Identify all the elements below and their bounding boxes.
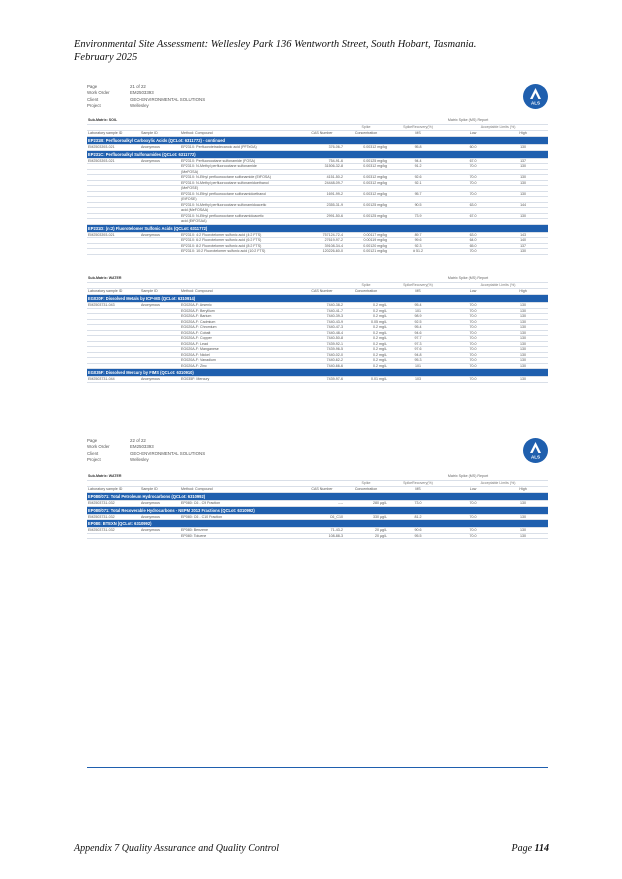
page-number: 114 [534,843,549,854]
cell-conc: 0.01 mg/L [344,377,388,383]
cell-conc: 0.00312 mg/kg [344,175,388,181]
cell-conc: 20 µg/L [344,533,388,539]
cell-ms: 95.7 [388,191,448,197]
column-header-ms: MS [388,487,448,493]
cell-cas: 2991-50-6 [300,213,344,219]
report-title: Environmental Site Assessment: Wellesley Park 136 Wentworth Street, South Hobart, Tasmania. [74,39,477,50]
limits-header: Acceptable Limits (%) [448,125,548,131]
cell-high: 137 [498,243,548,249]
cell-lab: EM2503393-021 [87,158,140,164]
cell-conc: 0.2 mg/L [344,341,388,347]
cell-ms: 92.3 [388,243,448,249]
cell-cas: 4151-50-2 [300,175,344,181]
cell-cas: 108-88-3 [300,533,344,539]
cell-ms: 94.6 [388,330,448,336]
cell-low: 70.0 [448,191,498,197]
cell-cas: C6_C10 [300,514,344,520]
cell-method: EG020A-F: Manganese [180,347,300,353]
cell-conc: 0.00120 mg/kg [344,243,388,249]
table-row [87,533,548,539]
meta-label: Project [87,102,101,108]
method-group-title: EP231C: Perfluoroalkyl Sulfonamides (QCLot: 6311772) [87,150,548,158]
column-header-method: Method: Compound [180,289,300,295]
column-header-lab-sample: Laboratory sample ID [87,289,140,295]
qc-matrix-spike-table [87,118,548,255]
cell-method: EG020A-F: Lead [180,341,300,347]
cell-high: 130 [498,325,548,331]
cell-cas: 1691-99-2 [300,191,344,197]
cell-lab: EM2503731-044 [87,377,140,383]
cell-high: 130 [498,164,548,170]
cell-method: EP231X: N-Ethyl perfluorooctane sulfonamide (EtFOSA) [180,175,300,181]
cell-conc: 0.00121 mg/kg [344,249,388,255]
cell-lab: EM2503731-032 [87,514,140,520]
cell-method: EP231X: 8:2 Fluorotelomer sulfonic acid (8:2 FTS) [180,243,300,249]
cell-method: EP080: Benzene [180,528,300,534]
cell-conc: 0.00312 mg/kg [344,180,388,186]
cell-method: EG020A-F: Cobalt [180,330,300,336]
cell-conc: 0.00125 mg/kg [344,213,388,219]
als-logo [523,438,548,463]
cell-method: EP231X: N-Methyl perfluorooctane sulfonamidoacetic [180,202,300,208]
spike-header: Spike [344,125,388,131]
cell-low: 70.0 [448,319,498,325]
cell-lab: EM2503393-021 [87,145,140,151]
spike-report-heading: Matrix Spike (MS) Report [388,118,548,125]
cell-low: 70.0 [448,352,498,358]
cell-low: 70.0 [448,175,498,181]
cell-conc: 0.2 mg/L [344,314,388,320]
cell-ms: 101 [388,308,448,314]
spike-report-heading: Matrix Spike (MS) Report [388,276,548,283]
cell-cas: 24448-09-7 [300,180,344,186]
cell-method: EP080: C6 - C9 Fraction [180,501,300,507]
meta-label: Page [87,84,98,89]
report-meta [87,438,205,463]
column-header-method: Method: Compound [180,131,300,137]
cell-low: 70.0 [448,164,498,170]
cell-conc: 0.00125 mg/kg [344,202,388,208]
cell-method: EP231X: N-Ethyl perfluorooctane sulfonamidoethanol [180,191,300,197]
cell-high: 130 [498,249,548,255]
cell-ms: # 51.2 [388,249,448,255]
method-group-title: EG020F: Dissolved Metals by ICP-MS (QCLot: 6310914) [87,295,548,303]
cell-high: 130 [498,352,548,358]
column-header-sample-id: Sample ID [140,131,180,137]
method-group-header [87,506,548,514]
cell-ms: 73.9 [388,213,448,219]
cell-ms: 73.0 [388,501,448,507]
cell-ms: 94.8 [388,352,448,358]
cell-ms: 99.6 [388,238,448,244]
cell-sid [140,249,180,255]
meta-value: 22 of 22 [130,438,146,443]
limits-header: Acceptable Limits (%) [448,283,548,289]
cell-cas: 7440-43-9 [300,319,344,325]
meta-value: GEO-ENVIRONMENTAL SOLUTIONS [130,450,206,456]
cell-method: (MeFOSE) [180,186,300,192]
cell-low: 70.0 [448,249,498,255]
meta-value: Wellesley [130,102,149,108]
cell-low: 70.0 [448,533,498,539]
cell-conc: 0.00312 mg/kg [344,191,388,197]
cell-method: EG020A-F: Copper [180,336,300,342]
cell-sid: Anonymous [140,232,180,238]
cell-conc: 0.00125 mg/kg [344,158,388,164]
cell-high: 130 [498,180,548,186]
cell-high: 143 [498,232,548,238]
meta-label: Project [87,456,101,462]
cell-low: 70.0 [448,330,498,336]
cell-method: EP231X: Perfluorotetradecanoic acid (PFTeDA) [180,145,300,151]
cell-ms: 101 [388,363,448,369]
meta-value: GEO-ENVIRONMENTAL SOLUTIONS [130,96,206,102]
cell-method: EG020A-F: Barium [180,314,300,320]
column-header-ms: MS [388,289,448,295]
spike-report-heading: Matrix Spike (MS) Report [388,474,548,481]
cell-sid: Anonymous [140,303,180,309]
meta-label: Client [87,96,99,102]
method-group-header [87,295,548,303]
column-header-sample-id: Sample ID [140,487,180,493]
qc-matrix-spike-table [87,474,548,539]
cell-high: 130 [498,303,548,309]
meta-row [87,103,205,109]
footer-appendix: Appendix 7 Quality Assurance and Quality Control [74,843,279,854]
column-header-low: Low [448,487,498,493]
cell-low: 67.0 [448,213,498,219]
meta-value: EM2503393 [130,444,154,450]
cell-method: EP231X: N-Methyl perfluorooctane sulfonamide [180,164,300,170]
cell-sid: Anonymous [140,528,180,534]
cell-method: (MeFOSA) [180,169,300,175]
cell-ms: 92.5 [388,319,448,325]
cell-ms: 89.7 [388,232,448,238]
cell-high: 130 [498,191,548,197]
cell-high: 130 [498,501,548,507]
cell-high: 130 [498,377,548,383]
cell-cas: 7440-39-3 [300,314,344,320]
cell-low: 70.0 [448,180,498,186]
column-header-high: High [498,289,548,295]
logo-text: ALS [531,454,540,460]
cell-conc: 20 µg/L [344,528,388,534]
method-group-header [87,137,548,145]
cell-low: 65.0 [448,243,498,249]
cell-cas: 7440-48-4 [300,330,344,336]
cell-high: 130 [498,528,548,534]
cell-ms: 97.7 [388,336,448,342]
cell-high: 130 [498,363,548,369]
cell-method: EP231X: 6:2 Fluorotelomer sulfonic acid (6:2 FTS) [180,238,300,244]
cell-lab [87,249,140,255]
cell-high: 130 [498,336,548,342]
method-group-title: EP080/071: Total Petroleum Hydrocarbons (QCLot: 6310992) [87,493,548,501]
cell-ms: 95.4 [388,325,448,331]
meta-label: Client [87,450,99,456]
cell-cas: 7440-38-2 [300,303,344,309]
cell-cas: 7439-97-6 [300,377,344,383]
cell-low: 70.0 [448,303,498,309]
cell-ms: 94.4 [388,158,448,164]
cell-conc: 0.2 mg/L [344,363,388,369]
method-group-title: EP231B: Perfluoroalkyl Carboxylic Acids (QCLot: 6311772) - continued [87,137,548,145]
column-header-cas: CAS Number [300,487,344,493]
cell-high: 144 [498,202,548,208]
cell-method: EP231X: N-Ethyl perfluorooctane sulfonamidoacetic [180,213,300,219]
cell-method: acid (MeFOSAA) [180,208,300,214]
cell-cas: 376-06-7 [300,145,344,151]
column-header-lab-sample: Laboratory sample ID [87,487,140,493]
footer-rule [87,767,548,768]
cell-method: EP080: C6 - C10 Fraction [180,514,300,520]
cell-high: 137 [498,158,548,164]
cell-method: EG020A-F: Chromium [180,325,300,331]
cell-ms: 92.1 [388,180,448,186]
cell-sid: Anonymous [140,377,180,383]
column-header-spike-conc2: Concentration [344,487,388,493]
lab-report-page-1 [87,84,548,434]
cell-low: 70.0 [448,308,498,314]
column-header-ms: MS [388,131,448,137]
cell-cas: 7440-50-8 [300,336,344,342]
cell-cas: 7440-62-2 [300,358,344,364]
column-header-spike-conc2: Concentration [344,289,388,295]
cell-low: 64.0 [448,238,498,244]
cell-sid: Anonymous [140,514,180,520]
cell-ms: 95.8 [388,145,448,151]
cell-method: (EtFOSE) [180,197,300,203]
cell-method: EG020A-F: Zinc [180,363,300,369]
cell-low: 70.0 [448,325,498,331]
cell-high: 130 [498,145,548,151]
cell-low: 70.0 [448,363,498,369]
cell-method: EG035F: Mercury [180,377,300,383]
column-header-high: High [498,487,548,493]
cell-ms: 95.5 [388,533,448,539]
meta-label: Page [87,438,98,443]
column-header-cas: CAS Number [300,289,344,295]
cell-lab: EM2503731-032 [87,501,140,507]
column-header-method: Method: Compound [180,487,300,493]
cell-conc: 0.00119 mg/kg [344,238,388,244]
footer-page [512,843,550,854]
cell-high: 140 [498,238,548,244]
column-header-lab-sample: Laboratory sample ID [87,131,140,137]
cell-method: EP231X: N-Methyl perfluorooctane sulfonamidoethanol [180,180,300,186]
recovery-header: SpikeRecovery(%) [388,125,448,131]
cell-high: 130 [498,514,548,520]
cell-conc: 0.05 mg/L [344,319,388,325]
method-group-title: EG035F: Dissolved Mercury by FIMS (QCLot: 6310910) [87,369,548,377]
cell-method: EP080: Toluene [180,533,300,539]
als-logo [523,84,548,109]
cell-cas: 31506-32-8 [300,164,344,170]
cell-lab: EM2503731-043 [87,303,140,309]
cell-ms: 81.2 [388,514,448,520]
cell-high: 130 [498,347,548,353]
cell-method: EP231X: 4:2 Fluorotelomer sulfonic acid (4:2 FTS) [180,232,300,238]
meta-value: EM2503393 [130,90,154,96]
cell-cas: 754-91-6 [300,158,344,164]
submatrix-label: Sub-Matrix: WATER [87,474,388,481]
cell-high: 130 [498,341,548,347]
cell-method: acid (EtFOSAA) [180,219,300,225]
cell-cas: 7440-66-6 [300,363,344,369]
cell-cas: 7440-47-3 [300,325,344,331]
cell-low: 70.0 [448,528,498,534]
column-header-sample-id: Sample ID [140,289,180,295]
meta-row [87,457,205,463]
cell-cas: 71-43-2 [300,528,344,534]
logo-text: ALS [531,100,540,106]
method-group-header [87,520,548,528]
cell-low: 67.0 [448,158,498,164]
cell-cas: 757124-72-4 [300,232,344,238]
cell-high: 130 [498,358,548,364]
submatrix-label: Sub-Matrix: WATER [87,276,388,283]
cell-ms: 103 [388,377,448,383]
cell-low: 70.0 [448,501,498,507]
cell-method: EP231X: Perfluorooctane sulfonamide (FOSA) [180,158,300,164]
recovery-header: SpikeRecovery(%) [388,481,448,487]
cell-method: EG020A-F: Nickel [180,352,300,358]
cell-ms: 95.4 [388,303,448,309]
cell-low: 70.0 [448,347,498,353]
report-date: February 2025 [74,52,138,63]
page-label: Page [511,843,533,854]
method-group-title: EP080: BTEXN (QCLot: 6310992) [87,520,548,528]
cell-low: 70.0 [448,377,498,383]
cell-cas: 39108-34-4 [300,243,344,249]
cell-low: 70.0 [448,314,498,320]
cell-high: 130 [498,314,548,320]
cell-low: 70.0 [448,514,498,520]
cell-method: EG020A-F: Cadmium [180,319,300,325]
cell-lab [87,533,140,539]
cell-lab: EM2503731-032 [87,528,140,534]
spike-header: Spike [344,283,388,289]
cell-conc: 330 µg/L [344,514,388,520]
cell-conc: 0.2 mg/L [344,308,388,314]
cell-ms: 98.9 [388,314,448,320]
submatrix-label: Sub-Matrix: SOIL [87,118,388,125]
cell-low: 63.0 [448,202,498,208]
cell-low: 63.0 [448,232,498,238]
cell-conc: 0.2 mg/L [344,336,388,342]
cell-low: 60.0 [448,145,498,151]
cell-cas: 7439-92-1 [300,341,344,347]
cell-high: 130 [498,213,548,219]
cell-ms: 97.3 [388,341,448,347]
cell-high: 130 [498,533,548,539]
cell-conc: 0.2 mg/L [344,347,388,353]
cell-low: 70.0 [448,341,498,347]
qc-matrix-spike-table [87,276,548,383]
cell-low: 70.0 [448,358,498,364]
cell-method: EG020A-F: Arsenic [180,303,300,309]
method-group-header [87,369,548,377]
table-row [87,377,548,383]
cell-method: EG020A-F: Vanadium [180,358,300,364]
method-group-header [87,150,548,158]
cell-method: EP231X: 10:2 Fluorotelomer sulfonic acid (10:2 FTS) [180,249,300,255]
cell-high: 130 [498,330,548,336]
als-logo-icon [523,84,548,109]
cell-conc: 0.00312 mg/kg [344,164,388,170]
cell-conc: 0.2 mg/L [344,352,388,358]
cell-high: 130 [498,308,548,314]
method-group-header [87,493,548,501]
cell-conc: 0.2 mg/L [344,358,388,364]
cell-ms: 90.5 [388,202,448,208]
lab-report-page-2 [87,438,548,558]
method-group-title: EP231D: (n:2) Fluorotelomer Sulfonic Acids (QCLot: 6311772) [87,224,548,232]
column-header-low: Low [448,131,498,137]
cell-sid: Anonymous [140,145,180,151]
recovery-header: SpikeRecovery(%) [388,283,448,289]
cell-conc: 0.2 mg/L [344,330,388,336]
cell-ms: 91.2 [388,164,448,170]
cell-high: 130 [498,175,548,181]
cell-ms: 97.6 [388,347,448,353]
cell-sid: Anonymous [140,158,180,164]
document-header [74,38,594,64]
cell-conc: 280 µg/L [344,501,388,507]
column-header-cas: CAS Number [300,131,344,137]
cell-conc: 0.2 mg/L [344,325,388,331]
cell-low: 70.0 [448,336,498,342]
cell-conc: 0.2 mg/L [344,303,388,309]
cell-cas: 2355-31-9 [300,202,344,208]
cell-method: EG020A-F: Beryllium [180,308,300,314]
cell-cas: 7439-96-5 [300,347,344,353]
cell-cas: 120226-60-0 [300,249,344,255]
meta-label: Work Order [87,444,110,450]
cell-ms: 92.6 [388,175,448,181]
cell-sid [140,533,180,539]
cell-lab: EM2503393-021 [87,232,140,238]
meta-value: 21 of 22 [130,84,146,89]
cell-cas: 27619-97-2 [300,238,344,244]
cell-cas: 7440-41-7 [300,308,344,314]
cell-high: 130 [498,319,548,325]
table-row [87,249,548,255]
cell-cas: 7440-02-0 [300,352,344,358]
meta-value: Wellesley [130,456,149,462]
spike-header: Spike [344,481,388,487]
column-header-spike-conc2: Concentration [344,131,388,137]
meta-label: Work Order [87,90,110,96]
limits-header: Acceptable Limits (%) [448,481,548,487]
column-header-high: High [498,131,548,137]
als-logo-icon [523,438,548,463]
cell-conc: 0.00312 mg/kg [344,145,388,151]
cell-sid: Anonymous [140,501,180,507]
cell-ms: 90.6 [388,528,448,534]
method-group-title: EP080/071: Total Recoverable Hydrocarbons - NEPM 2013 Fractions (QCLot: 6310992) [87,506,548,514]
cell-cas: ---- [300,501,344,507]
cell-ms: 95.3 [388,358,448,364]
method-group-header [87,224,548,232]
cell-conc: 0.00117 mg/kg [344,232,388,238]
column-header-low: Low [448,289,498,295]
report-meta [87,84,205,109]
